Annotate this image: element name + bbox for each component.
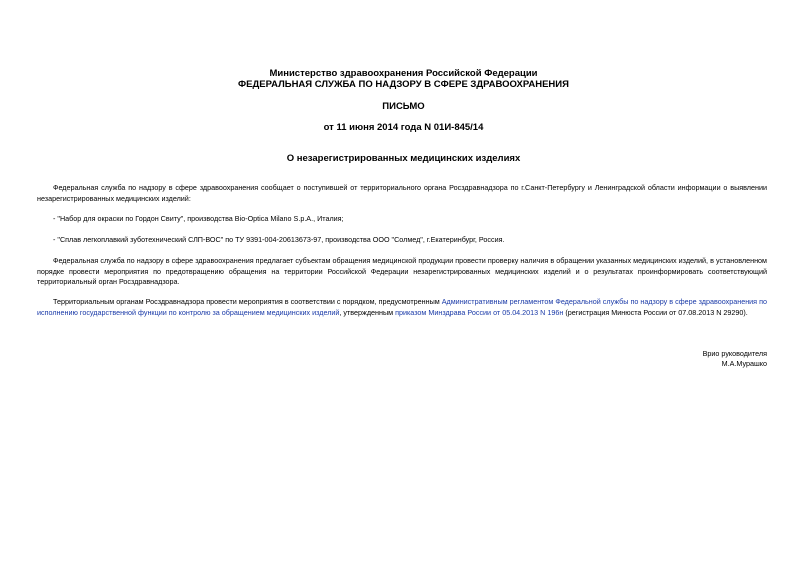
- service-title: ФЕДЕРАЛЬНАЯ СЛУЖБА ПО НАДЗОРУ В СФЕРЕ ЗДРАВООХРАНЕНИЯ: [238, 79, 569, 90]
- document-subject: О незарегистрированных медицинских изделиях: [286, 153, 521, 164]
- document-date-number: от 11 июня 2014 года N 01И-845/14: [323, 122, 484, 133]
- paragraph-2: Федеральная служба по надзору в сфере здравоохранения предлагает субъектам обращения медицинской продукции провести проверку наличия в обращении указанных медицинских изделий, в установленном порядке провести мероприятия по предотвращению обращения на территории Российской Федерации незарегистрированных медицинских изделий и о результатах проинформировать соответствующий территориальный орган Росздравнадзора.: [37, 256, 767, 286]
- signature-position: Врио руководителя: [702, 349, 767, 358]
- list-item-1: - "Набор для окраски по Гордон Свиту", производства Bio-Optica Milano S.p.A., Италия;: [53, 214, 344, 223]
- ministry-title: Министерство здравоохранения Российской Федерации: [269, 68, 538, 79]
- regulation-link[interactable]: Административным регламентом Федеральной службы по надзору в сфере здравоохранения по исполнению государственной функции по контролю за обращением медицинских изделий: [37, 297, 767, 317]
- paragraph-3-text-c: (регистрация Минюста России от 07.08.2013 N 29290).: [563, 307, 748, 317]
- paragraph-1: Федеральная служба по надзору в сфере здравоохранения сообщает о поступившей от территориального органа Росздравнадзора по г.Санкт-Петербургу и Ленинградской области информации о выявлении незарегистрированных медицинских изделий:: [37, 183, 767, 203]
- paragraph-3-text-a: Территориальным органам Росздравнадзора провести мероприятия в соответствии с порядком, предусмотренным: [53, 297, 442, 306]
- order-link[interactable]: приказом Минздрава России от 05.04.2013 N 196н: [395, 307, 564, 317]
- document-type: ПИСЬМО: [382, 101, 425, 112]
- paragraph-3: [37, 297, 767, 318]
- paragraph-3-text-b: , утвержденным: [339, 307, 396, 317]
- signature-name: М.А.Мурашко: [721, 359, 767, 368]
- list-item-2: - "Сплав легкоплавкий зуботехнический СЛП-ВОС" по ТУ 9391-004-20613673-97, производства ООО "Солмед", г.Екатеринбург, Россия.: [53, 235, 505, 244]
